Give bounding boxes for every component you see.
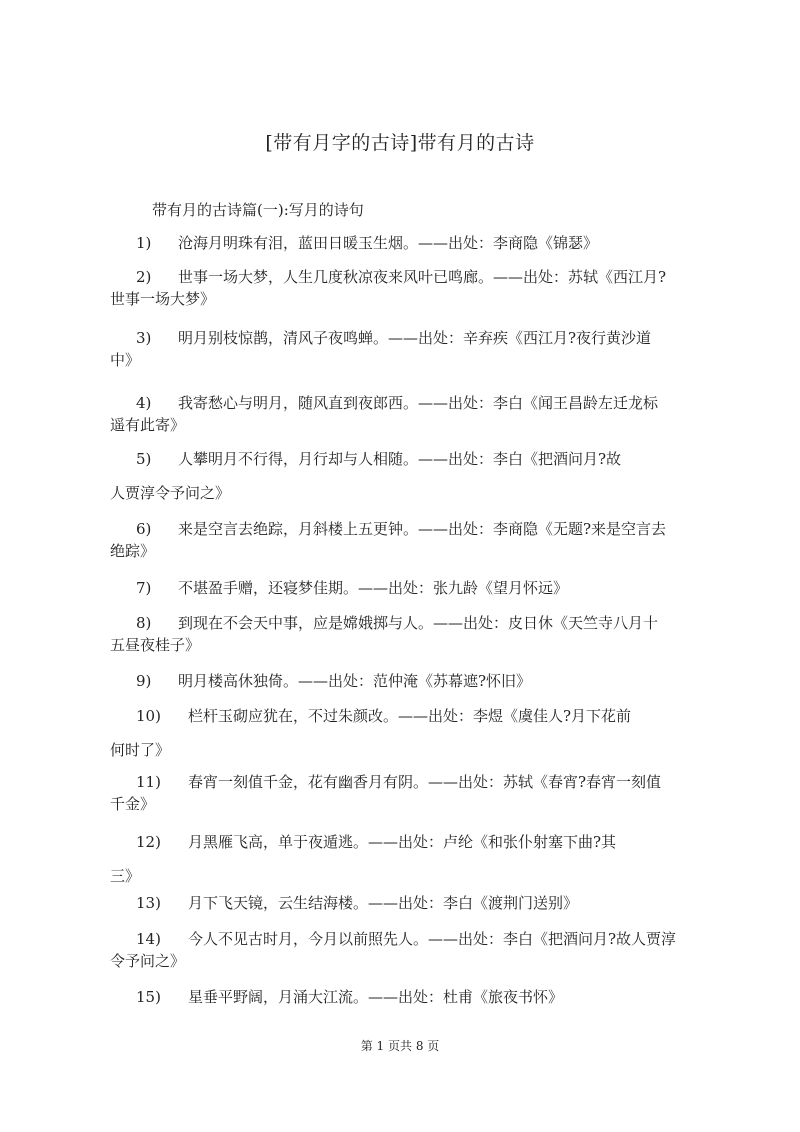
item-number: 15) bbox=[136, 988, 161, 1006]
list-item bbox=[110, 577, 680, 599]
list-item bbox=[110, 986, 680, 1008]
list-item bbox=[110, 670, 680, 692]
list-item bbox=[110, 771, 680, 815]
item-line: 不堪盈手赠，还寝梦佳期。——出处：张九龄《望月怀远》 bbox=[178, 579, 569, 597]
list-item bbox=[110, 831, 680, 887]
list-item bbox=[110, 232, 680, 254]
item-line: 世事一场大梦，人生几度秋凉夜来风叶已鸣廊。——出处：苏轼《西江月? bbox=[178, 268, 667, 286]
item-line: 人攀明月不行得，月行却与人相随。——出处：李白《把酒问月?故 bbox=[178, 450, 622, 468]
item-line-continued: 绝踪》 bbox=[110, 542, 156, 560]
item-line-continued: 千金》 bbox=[110, 795, 156, 813]
page-footer: 第 1 页共 8 页 bbox=[360, 1039, 440, 1053]
item-number: 2) bbox=[136, 268, 152, 286]
list-item bbox=[110, 928, 680, 972]
list-item bbox=[110, 892, 680, 914]
item-number: 3) bbox=[136, 329, 152, 347]
item-line-continued: 人贾淳令予问之》 bbox=[110, 484, 231, 502]
item-number: 8) bbox=[136, 614, 152, 632]
item-number: 13) bbox=[136, 894, 161, 912]
item-line: 月黑雁飞高，单于夜遁逃。——出处：卢纶《和张仆射塞下曲?其 bbox=[188, 833, 617, 851]
list-item bbox=[110, 448, 680, 504]
item-line: 沧海月明珠有泪，蓝田日暖玉生烟。——出处：李商隐《锦瑟》 bbox=[178, 234, 599, 252]
item-number: 12) bbox=[136, 833, 161, 851]
list-item bbox=[110, 266, 680, 310]
list-item bbox=[110, 327, 680, 371]
item-number: 11) bbox=[136, 773, 161, 791]
item-number: 1) bbox=[136, 234, 152, 252]
list-item bbox=[110, 518, 680, 562]
item-line: 明月别枝惊鹊，清风子夜鸣蝉。——出处：辛弃疾《西江月?夜行黄沙道 bbox=[178, 329, 652, 347]
item-line: 我寄愁心与明月，随风直到夜郎西。——出处：李白《闻王昌龄左迁龙标 bbox=[178, 394, 659, 412]
item-number: 6) bbox=[136, 520, 152, 538]
item-line: 月下飞天镜，云生结海楼。——出处：李白《渡荆门送别》 bbox=[188, 894, 579, 912]
item-number: 7) bbox=[136, 579, 152, 597]
item-number: 5) bbox=[136, 450, 152, 468]
item-number: 14) bbox=[136, 930, 161, 948]
item-line: 栏杆玉砌应犹在，不过朱颜改。——出处：李煜《虞佳人?月下花前 bbox=[188, 707, 632, 725]
item-line: 今人不见古时月，今月以前照先人。——出处：李白《把酒问月?故人贾淳 bbox=[188, 930, 677, 948]
item-number: 4) bbox=[136, 394, 152, 412]
item-line: 明月楼高休独倚。——出处：范仲淹《苏幕遮?怀旧》 bbox=[178, 672, 532, 690]
item-line-continued: 遥有此寄》 bbox=[110, 416, 186, 434]
item-number: 10) bbox=[136, 707, 161, 725]
item-line-continued: 中》 bbox=[110, 351, 141, 369]
item-line-continued: 何时了》 bbox=[110, 741, 171, 759]
item-line: 星垂平野阔，月涌大江流。——出处：杜甫《旅夜书怀》 bbox=[188, 988, 564, 1006]
document-title: [带有月字的古诗]带有月的古诗 bbox=[265, 132, 535, 154]
item-line-continued: 五昼夜桂子》 bbox=[110, 636, 201, 654]
item-line: 来是空言去绝踪，月斜楼上五更钟。——出处：李商隐《无题?来是空言去 bbox=[178, 520, 667, 538]
list-item bbox=[110, 705, 680, 761]
item-number: 9) bbox=[136, 672, 152, 690]
item-line: 春宵一刻值千金，花有幽香月有阴。——出处：苏轼《春宵?春宵一刻值 bbox=[188, 773, 662, 791]
item-line: 到现在不会天中事，应是嫦娥掷与人。——出处：皮日休《天竺寺八月十 bbox=[178, 614, 659, 632]
list-item bbox=[110, 392, 680, 436]
item-line-continued: 令予问之》 bbox=[110, 952, 186, 970]
list-item bbox=[110, 612, 680, 656]
item-line-continued: 世事一场大梦》 bbox=[110, 290, 216, 308]
document-subtitle: 带有月的古诗篇(一):写月的诗句 bbox=[152, 201, 364, 219]
item-line-continued: 三》 bbox=[110, 867, 141, 885]
